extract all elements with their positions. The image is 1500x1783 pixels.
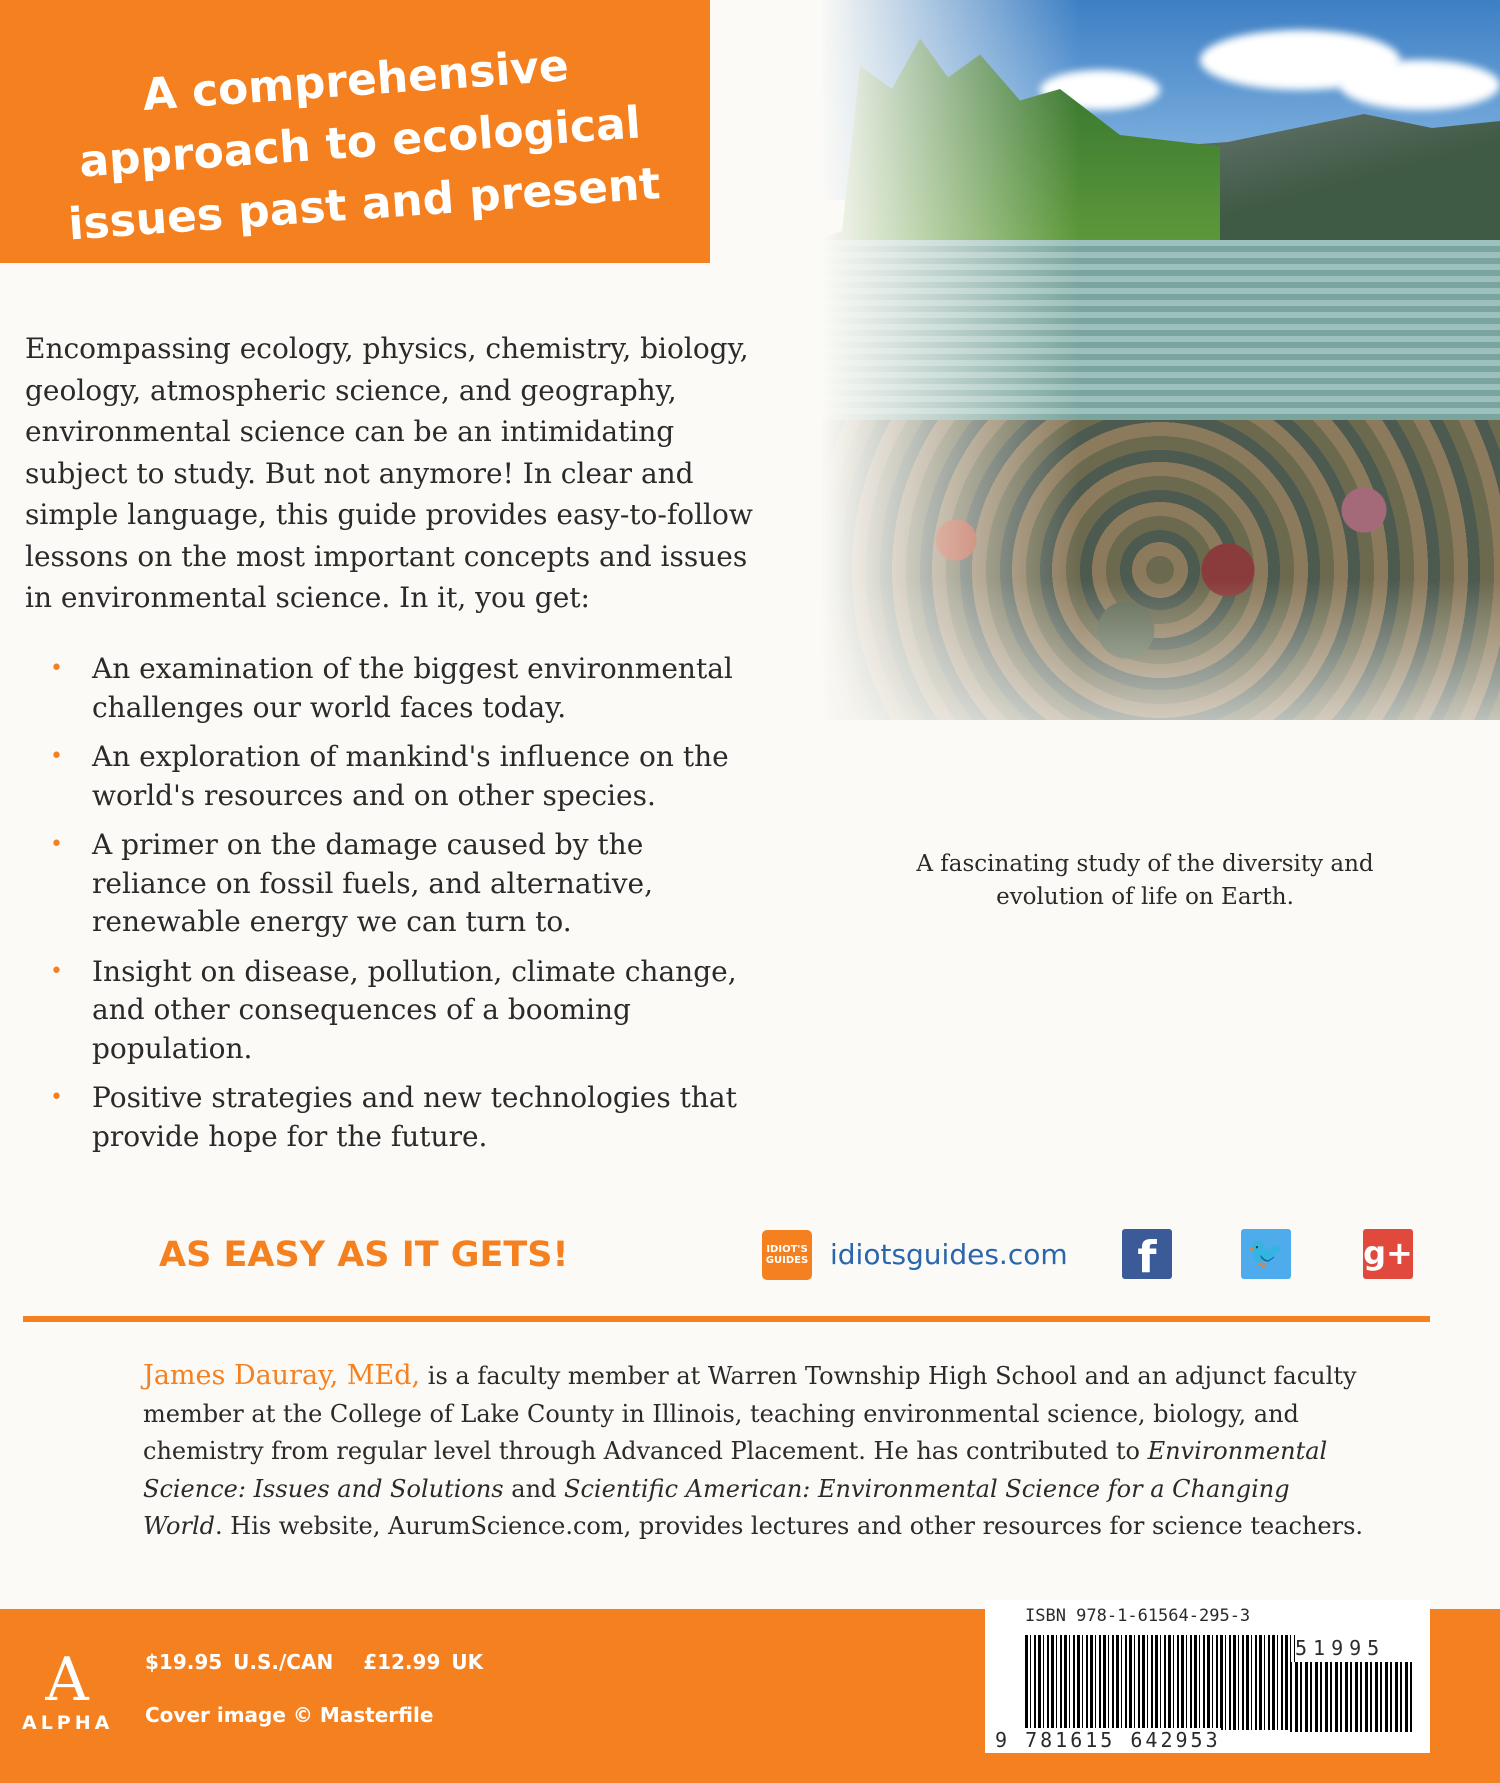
isbn: ISBN 978-1-61564-295-3 <box>1025 1606 1251 1626</box>
cover-photo-lake <box>820 0 1500 800</box>
price-us: $19.95 U.S./CAN <box>145 1650 334 1674</box>
barcode-digits: 9 781615 642953 <box>995 1728 1221 1752</box>
bio-text: and <box>503 1474 565 1503</box>
list-item-text: Positive strategies and new technologies that provide hope for the future. <box>92 1081 737 1153</box>
price-barcode-icon <box>1290 1662 1415 1732</box>
alpha-logo-icon: A <box>45 1645 89 1715</box>
bullet-icon: • <box>50 832 63 857</box>
website-link[interactable]: idiotsguides.com <box>830 1238 1068 1271</box>
bullet-icon: • <box>50 1085 63 1110</box>
bullet-icon: • <box>50 958 63 984</box>
barcode-box <box>985 1600 1430 1753</box>
tagline: AS EASY AS IT GETS! <box>159 1235 569 1275</box>
book-title: Environmental Science: Issues and Solutions <box>143 1437 1328 1503</box>
list-item <box>50 826 750 942</box>
author-name: James Dauray, MEd, <box>143 1360 421 1391</box>
header-banner <box>0 0 710 263</box>
cover-credit: Cover image © Masterfile <box>145 1703 434 1727</box>
idiots-guides-logo-icon: IDIOT'S GUIDES <box>762 1230 812 1280</box>
list-item <box>50 953 750 1069</box>
headline: A comprehensive approach to ecological issues past and present <box>66 40 662 251</box>
bio-text: . His website, AurumScience.com, provides lectures and other resources for science teachers. <box>215 1512 1364 1540</box>
barcode-icon <box>1025 1635 1295 1730</box>
price-code: 51995 <box>1295 1636 1386 1660</box>
divider <box>23 1316 1430 1322</box>
list-item-text: An examination of the biggest environmental challenges our world faces today. <box>92 652 733 724</box>
intro-paragraph: Encompassing ecology, physics, chemistry, biology, geology, atmospheric science, and geography, environmental science can be an intimidating subject to study. But not anymore! In clear and simple language, this guide provides easy-to-follow lessons on the most important concepts and issues in environmental science. In it, you get: <box>25 332 753 614</box>
list-item-text: A primer on the damage caused by the reliance on fossil fuels, and alternative, renewable energy we can turn to. <box>92 828 654 938</box>
photo-caption: A fascinating study of the diversity and evolution of life on Earth. <box>916 851 1374 910</box>
feature-list <box>50 650 750 1167</box>
price-uk: £12.99 UK <box>363 1650 484 1674</box>
list-item <box>50 650 750 727</box>
list-item <box>50 738 750 815</box>
book-title: Scientific American: Environmental Science for a Changing World <box>143 1474 1290 1540</box>
author-bio <box>143 1357 1373 1546</box>
bullet-icon: • <box>50 656 63 681</box>
price <box>145 1650 513 1674</box>
bullet-icon: • <box>50 744 63 769</box>
twitter-icon[interactable]: 🐦 <box>1241 1229 1291 1279</box>
google-plus-icon[interactable]: g+ <box>1363 1229 1413 1279</box>
bio-text: is a faculty member at Warren Township High School and an adjunct faculty member at the College of Lake County in Illinois, teaching environmental science, biology, and chemistry from regular level through Advanced Placement. He has contributed to <box>143 1362 1357 1465</box>
list-item-text: Insight on disease, pollution, climate change, and other consequences of a booming population. <box>92 954 737 1065</box>
facebook-icon[interactable]: f <box>1122 1229 1172 1279</box>
list-item <box>50 1079 750 1156</box>
publisher-name: ALPHA <box>22 1712 114 1734</box>
publisher-logo <box>22 1645 114 1734</box>
list-item-text: An exploration of mankind's influence on the world's resources and on other species. <box>92 740 729 812</box>
